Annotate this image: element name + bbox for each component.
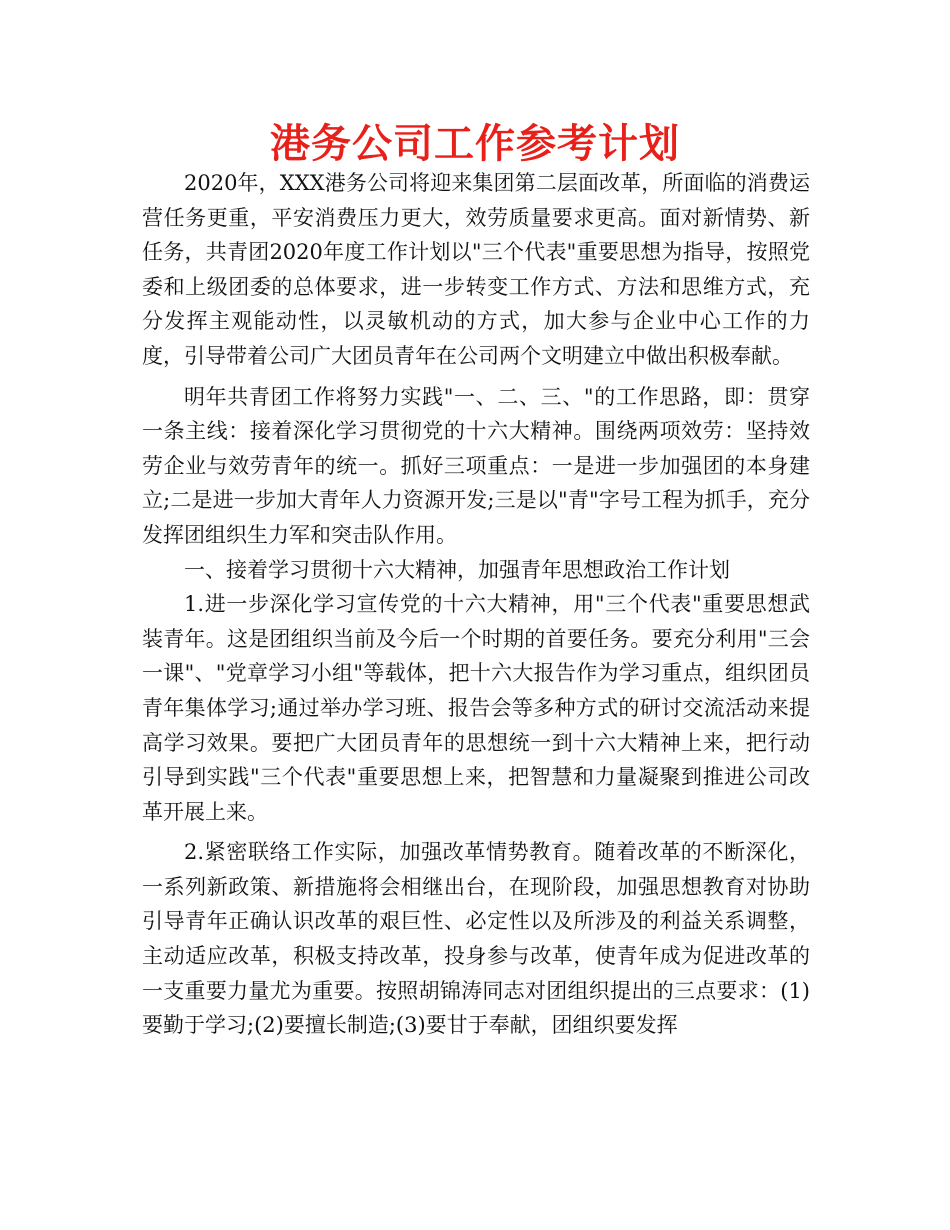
paragraph-intro: 2020年，XXX港务公司将迎来集团第二层面改革，所面临的消费运营任务更重，平安消费压力更大，效劳质量要求更高。面对新情势、新任务，共青团2020年度工作计划以"三个代表"重要思想为指导，按照党委和上级团委的总体要求，进一步转变工作方式、方法和思维方式，充分发挥主观能动性，以灵敏机动的方式，加大参与企业中心工作的力度，引导带着公司广大团员青年在公司两个文明建立中做出积极奉献。 (142, 171, 810, 368)
paragraph-item-1: 1.进一步深化学习宣传党的十六大精神，用"三个代表"重要思想武装青年。这是团组织当前及今后一个时期的首要任务。要充分利用"三会一课"、"党章学习小组"等载体，把十六大报告作为学习重点，组织团员青年集体学习;通过举办学习班、报告会等多种方式的研讨交流活动来提高学习效果。要把广大团员青年的思想统一到十六大精神上来，把行动引导到实践"三个代表"重要思想上来，把智慧和力量凝聚到推进公司改革开展上来。 (142, 592, 810, 824)
paragraph-item-2: 2.紧密联络工作实际，加强改革情势教育。随着改革的不断深化，一系列新政策、新措施将会相继出台，在现阶段，加强思想教育对协助引导青年正确认识改革的艰巨性、必定性以及所涉及的利益关系调整，主动适应改革，积极支持改革，投身参与改革，使青年成为促进改革的一支重要力量尤为重要。按照胡锦涛同志对团组织提出的三点要求：(1)要勤于学习;(2)要擅长制造;(3)要甘于奉献，团组织要发挥 (142, 840, 810, 1038)
document-body (142, 166, 810, 1043)
paragraph-work-approach: 明年共青团工作将努力实践"一、二、三、"的工作思路，即：贯穿一条主线：接着深化学习贯彻党的十六大精神。围绕两项效劳：坚持效劳企业与效劳青年的统一。抓好三项重点：一是进一步加强团的本身建立;二是进一步加大青年人力资源开发;三是以"青"字号工程为抓手，充分发挥团组织生力军和突击队作用。 (142, 384, 810, 547)
document-title: 港务公司工作参考计划 (270, 121, 680, 167)
section-heading-1: 一、接着学习贯彻十六大精神，加强青年思想政治工作计划 (184, 557, 730, 582)
